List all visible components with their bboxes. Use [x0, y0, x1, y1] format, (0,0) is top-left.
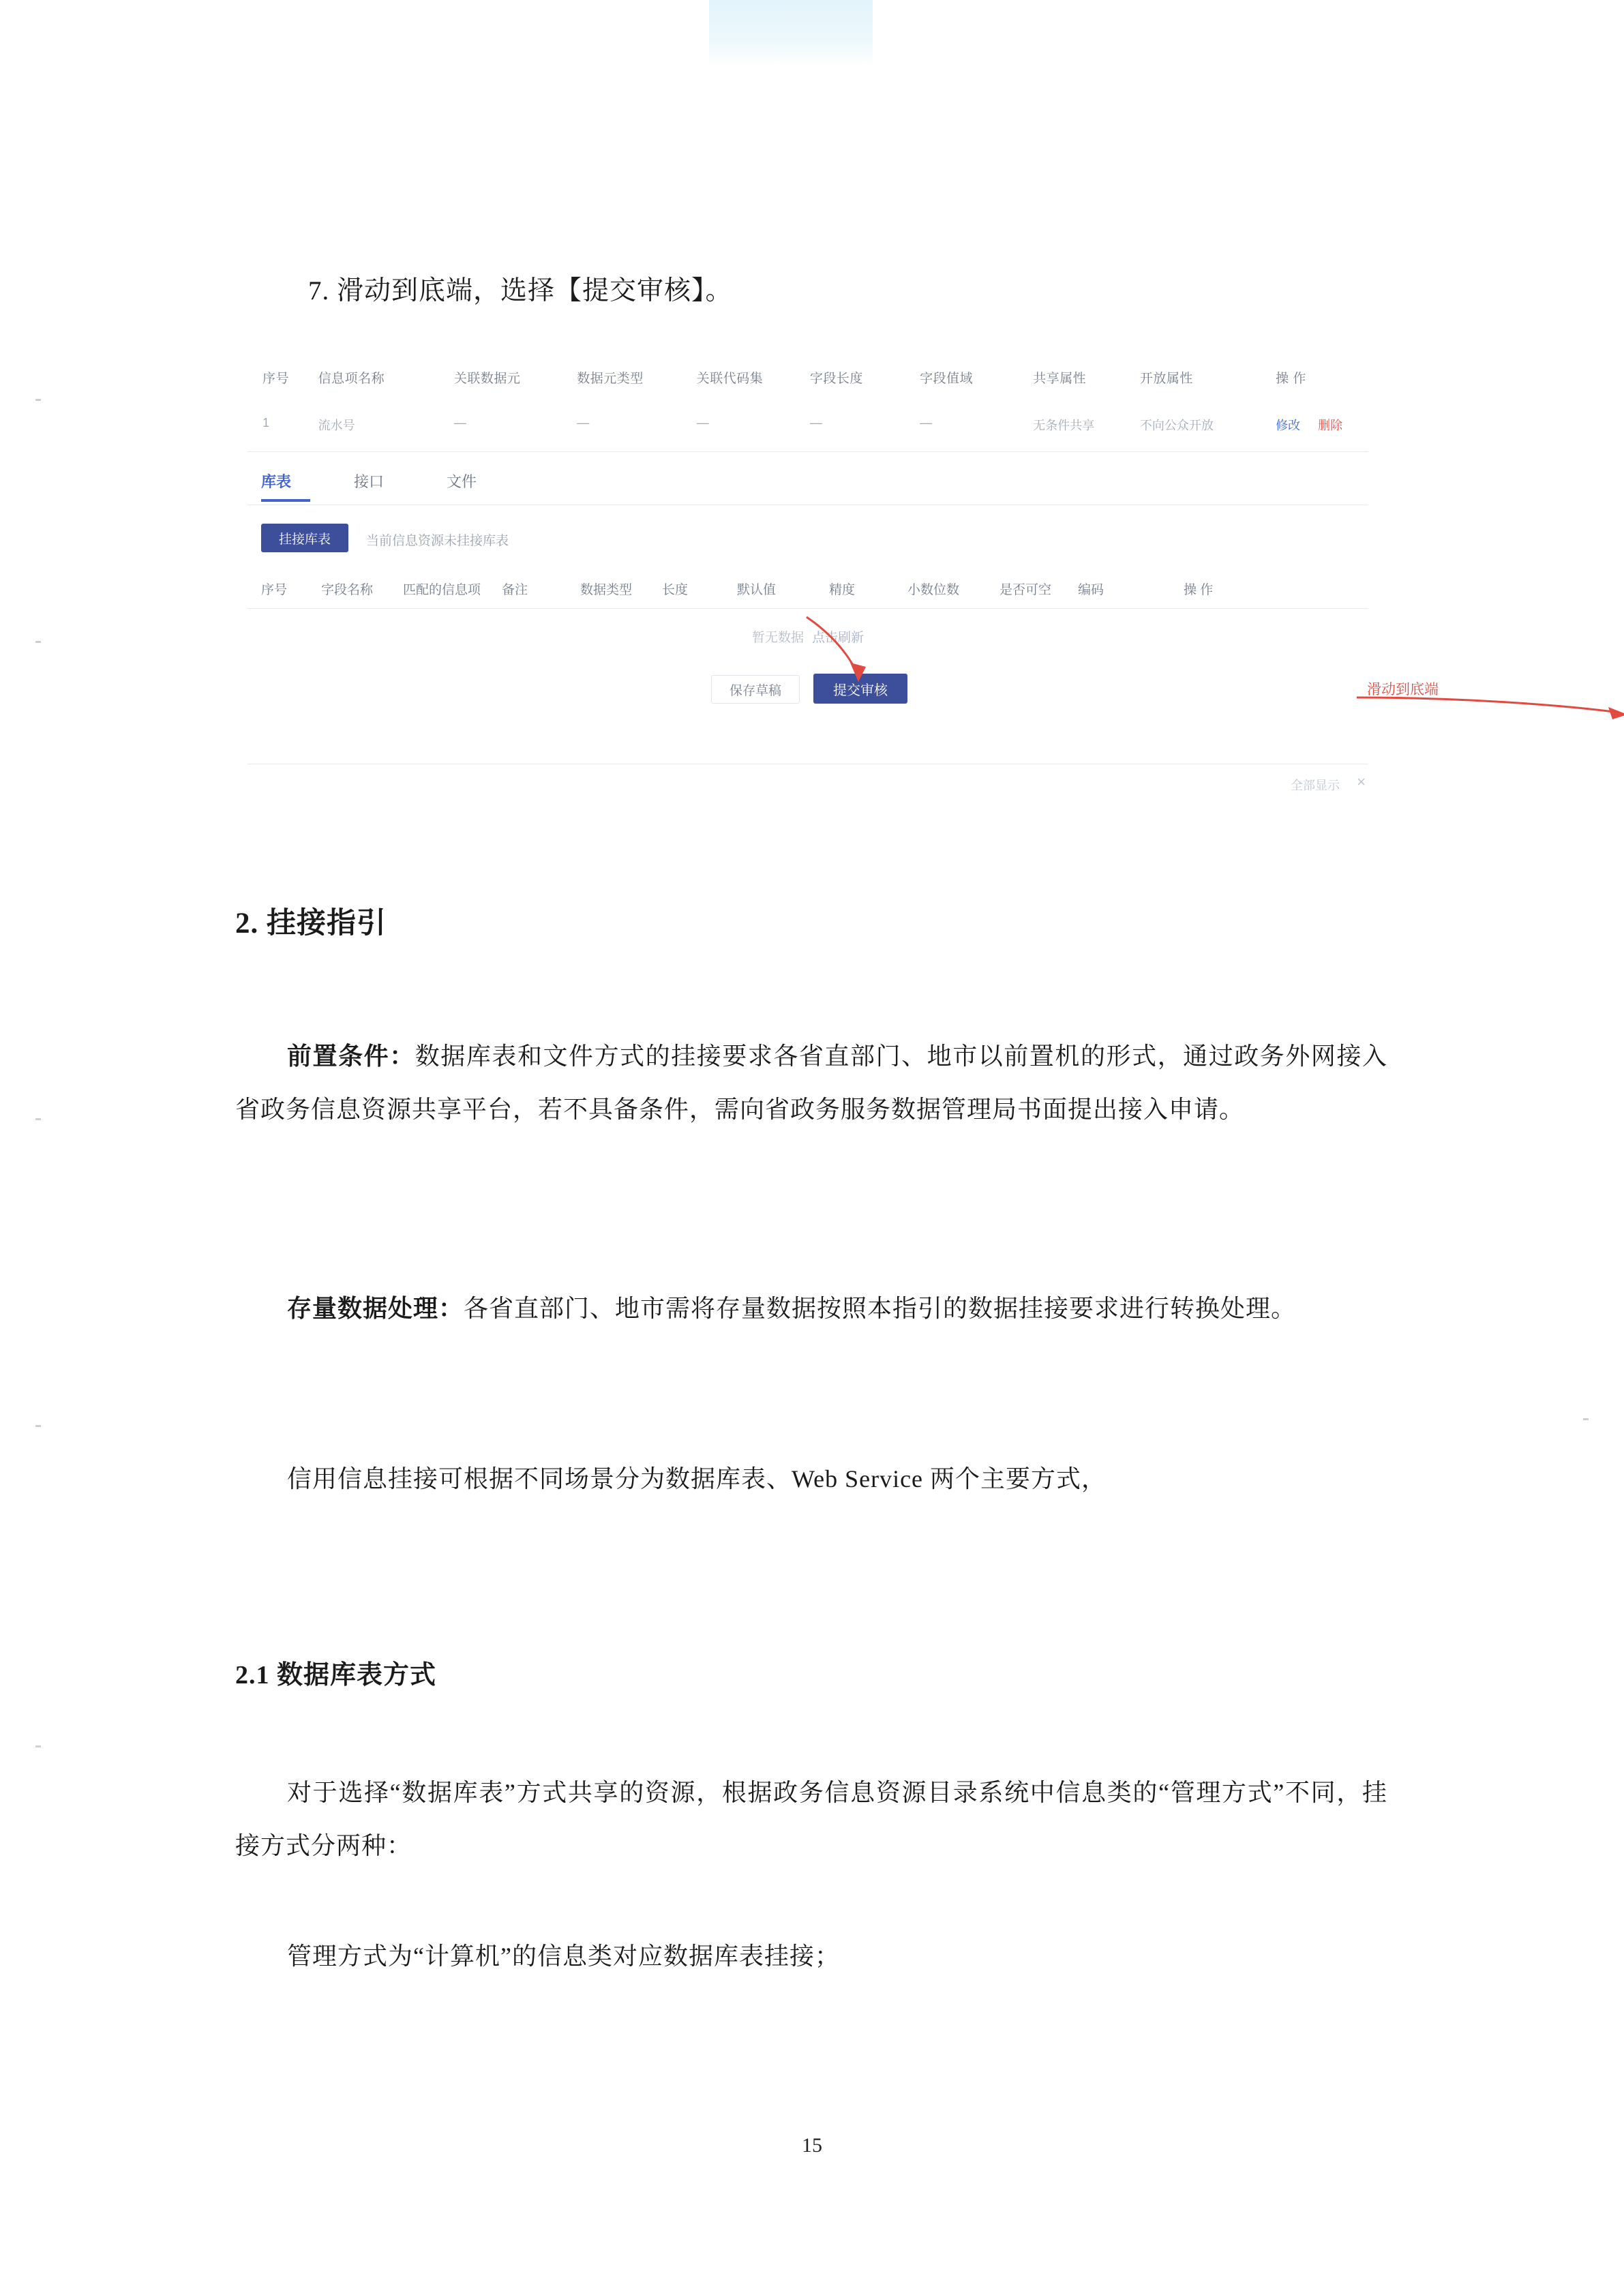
paragraph-stock-data: [235, 1282, 1387, 1335]
tab-active-underline: [261, 499, 310, 502]
cell-length: —: [809, 416, 822, 430]
edge-mark: [35, 1425, 41, 1427]
row-delete-button[interactable]: 删除: [1318, 419, 1343, 432]
page-number: 15: [802, 2134, 822, 2157]
fcol-nullable: 是否可空: [999, 583, 1052, 597]
mount-status-note: 当前信息资源未挂接库表: [366, 534, 509, 548]
col-share: 共享属性: [1033, 372, 1087, 386]
fcol-length: 长度: [662, 583, 689, 597]
edge-mark: [1583, 1418, 1589, 1420]
paragraph-text: 对于选择“数据库表”方式共享的资源，根据政务信息资源目录系统中信息类的“管理方式”不同，挂接方式分两种：: [235, 1779, 1387, 1859]
edge-mark: [35, 399, 41, 401]
col-length: 字段长度: [809, 372, 863, 386]
fcol-match: 匹配的信息项: [403, 583, 481, 597]
field-table-header: [261, 580, 1353, 598]
fcol-seq: 序号: [261, 583, 288, 597]
info-item-table-header: [262, 368, 1353, 387]
paragraph-text: 各省直部门、地市需将存量数据按照本指引的数据挂接要求进行转换处理。: [464, 1295, 1297, 1322]
step-instruction: 7. 滑动到底端，选择【提交审核】。: [308, 276, 733, 305]
fcol-decimal: 小数位数: [907, 583, 960, 597]
divider: [247, 608, 1368, 609]
fcol-encoding: 编码: [1078, 583, 1104, 597]
scan-artifact-band: [709, 0, 873, 67]
empty-state-text: 暂无数据: [751, 631, 804, 645]
heading-2: 2. 挂接指引: [235, 907, 387, 940]
cell-name: 流水号: [318, 419, 355, 432]
fcol-precision: 精度: [829, 583, 856, 597]
cell-meta: —: [453, 416, 466, 430]
edge-mark: [35, 1118, 41, 1120]
cell-code: —: [696, 416, 709, 430]
fcol-field: 字段名称: [321, 583, 374, 597]
figure-footer-note: 全部显示: [1291, 779, 1340, 792]
close-icon[interactable]: ×: [1357, 773, 1366, 790]
edge-mark: [35, 1745, 41, 1747]
cell-open: 不向公众开放: [1139, 419, 1214, 432]
annotation-label: 滑动到底端: [1367, 682, 1439, 698]
col-type: 数据元类型: [577, 372, 644, 386]
paragraph-text: 数据库表和文件方式的挂接要求各省直部门、地市以前置机的形式，通过政务外网接入省政务信息资源共享平台，若不具备条件，需向省政务服务数据管理局书面提出接入申请。: [235, 1042, 1387, 1123]
paragraph-text: 信用信息挂接可根据不同场景分为数据库表、Web Service 两个主要方式，: [287, 1465, 1107, 1492]
col-meta: 关联数据元: [453, 372, 521, 386]
paragraph-lead: 存量数据处理：: [287, 1295, 464, 1322]
save-draft-button[interactable]: 保存草稿: [711, 675, 800, 704]
col-seq: 序号: [262, 372, 290, 386]
row-edit-button[interactable]: 修改: [1276, 419, 1301, 432]
edge-mark: [35, 641, 41, 643]
tab-kubiao[interactable]: 库表: [261, 473, 292, 490]
figure-tabs: [261, 470, 477, 492]
annotation-arrow-right-icon: [1353, 685, 1624, 726]
paragraph-precondition: [235, 1030, 1387, 1136]
paragraph-db-mode: [235, 1766, 1387, 1872]
fcol-op: 操 作: [1184, 583, 1214, 597]
annotation-arrow-down-icon: [801, 614, 883, 689]
tab-jiekou[interactable]: 接口: [354, 473, 385, 490]
col-range: 字段值域: [920, 372, 974, 386]
cell-seq: 1: [262, 416, 270, 430]
col-code: 关联代码集: [696, 372, 764, 386]
col-op: 操 作: [1276, 372, 1306, 386]
screenshot-figure: [235, 341, 1439, 805]
mount-table-button[interactable]: 挂接库表: [261, 524, 348, 552]
fcol-type: 数据类型: [580, 583, 633, 597]
tab-wenjian[interactable]: 文件: [447, 473, 477, 490]
divider: [247, 451, 1368, 452]
cell-range: —: [920, 416, 933, 430]
heading-3: 2.1 数据库表方式: [235, 1661, 437, 1690]
refresh-link[interactable]: 点击刷新: [812, 631, 864, 645]
paragraph-computer-class: [235, 1930, 1387, 1983]
col-open: 开放属性: [1139, 372, 1193, 386]
col-name: 信息项名称: [318, 372, 385, 386]
fcol-note: 备注: [502, 583, 528, 597]
paragraph-lead: 前置条件：: [287, 1042, 415, 1070]
cell-share: 无条件共享: [1033, 419, 1095, 432]
submit-review-button[interactable]: 提交审核: [813, 674, 907, 704]
paragraph-credit-info: [235, 1452, 1387, 1505]
table-row: [262, 416, 1353, 434]
fcol-default: 默认值: [737, 583, 777, 597]
paragraph-text: 管理方式为“计算机”的信息类对应数据库表挂接；: [287, 1942, 840, 1970]
cell-type: —: [577, 416, 590, 430]
